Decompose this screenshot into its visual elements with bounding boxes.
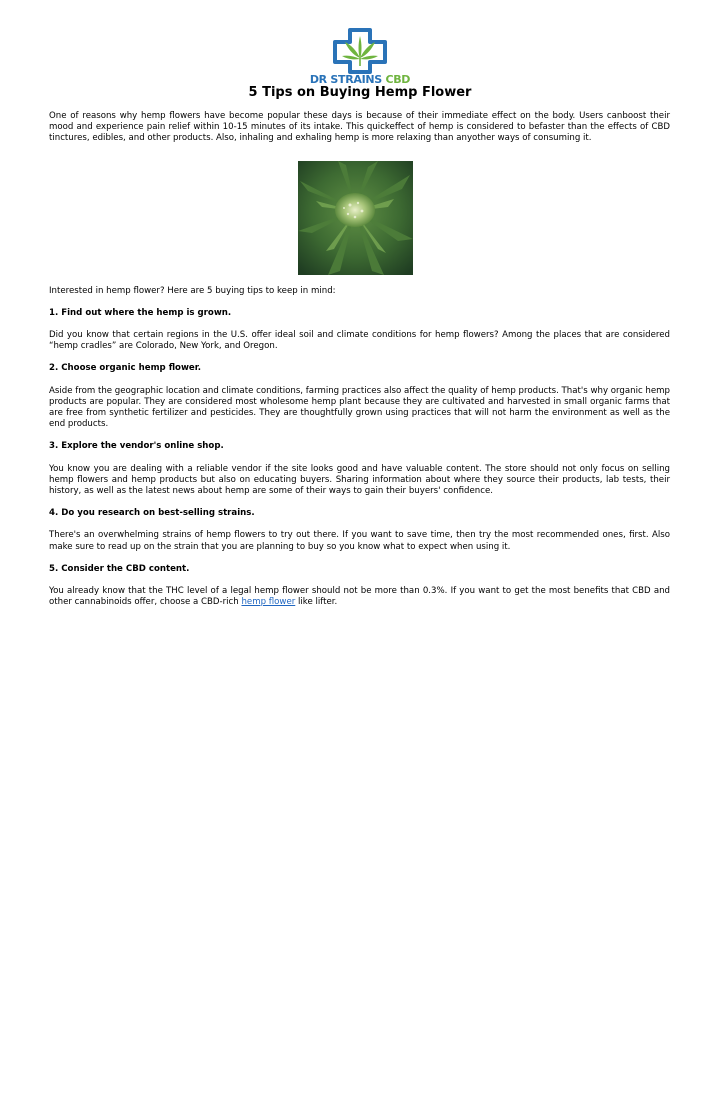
brand-logo (308, 28, 412, 90)
tip-body-text: You already know that the THC level of a legal hemp flower should not be more than 0.3%. If you want to get the most benefits that CBD and other cannabinoids offer, choose a CBD-rich (49, 586, 670, 608)
brand-secondary: CBD (385, 73, 411, 86)
tip-heading: 1. Find out where the hemp is grown. (49, 307, 232, 318)
tip-body (49, 586, 670, 608)
tip-heading: 3. Explore the vendor's online shop. (49, 441, 224, 452)
hemp-flower-link[interactable]: hemp flower (241, 597, 296, 608)
article-body (49, 111, 670, 608)
intro-paragraph: One of reasons why hemp flowers have become popular these days is because of their immediate effect on the body. Users canboost their mood and experience pain relief within 10-15 minutes of its intake. This quickeffect of hemp is considered to befaster than the effects of CBD tinctures, edibles, and other products. Also, inhaling and exhaling hemp is more relaxing than anyother ways of consuming it. (49, 111, 670, 144)
tip-body: Did you know that certain regions in the U.S. offer ideal soil and climate conditions for hemp flowers? Among the places that are considered “hemp cradles” are Colorado, New York, and Oregon. (49, 330, 670, 352)
tip-body-text: like lifter. (295, 597, 338, 608)
tip-body: Aside from the geographic location and climate conditions, farming practices also affect the quality of hemp products. That's why organic hemp products are popular. They are considered most wholesome hemp plant because they are cultivated and harvested in small organic farms that are free from synthetic fertilizer and pesticides. They are thoughtfully grown using practices that will not harm the environment as well as the end products. (49, 385, 670, 430)
tip-body: There's an overwhelming strains of hemp flowers to try out there. If you want to save time, then try the most recommended ones, first. Also make sure to read up on the strain that you are planning to buy so you know what to expect when using it. (49, 530, 670, 552)
lead-paragraph: Interested in hemp flower? Here are 5 buying tips to keep in mind: (49, 285, 336, 296)
page-title: 5 Tips on Buying Hemp Flower (248, 85, 472, 100)
tip-heading: 4. Do you research on best-selling strains. (49, 508, 255, 519)
tip-heading: 2. Choose organic hemp flower. (49, 363, 202, 374)
hemp-flower-photo (298, 161, 413, 275)
photo-container (49, 160, 670, 286)
cross-leaf-icon (331, 28, 389, 74)
tip-heading: 5. Consider the CBD content. (49, 563, 190, 574)
brand-primary: DR STRAINS (309, 73, 382, 86)
tip-body: You know you are dealing with a reliable vendor if the site looks good and have valuable content. The store should not only focus on selling hemp flowers and hemp products but also on educating buyers. Sharing information about where they source their products, lab tests, their history, as well as the latest news about hemp are some of their ways to gain their buyers' confidence. (49, 463, 670, 497)
